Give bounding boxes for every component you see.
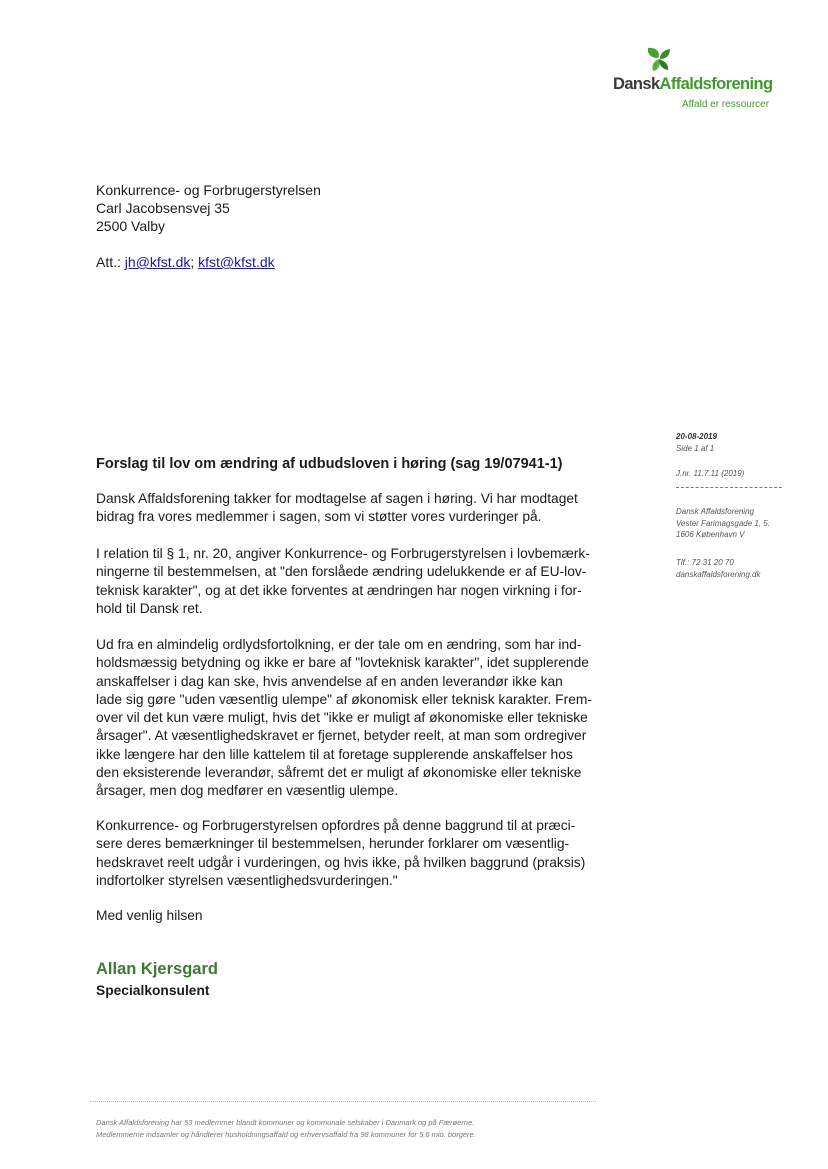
letter-date: 20-08-2019 (676, 432, 717, 441)
text-line: årsager, men dog medfører en væsentlig ulempe. (96, 783, 399, 799)
logo-name-part1: Dansk (613, 75, 660, 93)
sender-line: 1606 København V (676, 530, 745, 539)
logo-tagline: Affald er ressourcer (682, 99, 770, 110)
text-line: over vil det kun være muligt, hvis det "ikke er muligt af økonomiske eller tekniske (96, 710, 588, 726)
attention-line (96, 254, 275, 270)
paragraph-3 (96, 636, 596, 801)
paragraph-2 (96, 545, 596, 618)
logo-name-part2: Affaldsforening (659, 75, 773, 93)
website: danskaffaldsforening.dk (676, 569, 761, 579)
footer-text (96, 1117, 476, 1141)
text-line: bidrag fra vores medlemmer i sagen, som vi støtter vores vurderinger på. (96, 509, 542, 525)
recipient-line: Carl Jacobsensvej 35 (96, 200, 230, 216)
text-line: Dansk Affaldsforening takker for modtagelse af sagen i høring. Vi har modtaget (96, 491, 578, 506)
text-line: teknisk karakter", og at det ikke forventes at ændringen har nogen virkning i for- (96, 582, 582, 598)
signature-name: Allan Kjersgard (96, 960, 218, 978)
phone-number: Tlf.: 72 31 20 70 (676, 558, 734, 567)
text-line: hold til Dansk ret. (96, 600, 203, 616)
text-line: hedskravet reelt udgår i vurderingen, og hvis ikke, på hvilken baggrund (praksis) (96, 854, 586, 870)
text-line: sere deres bemærkninger til bestemmelsen, herunder forklarer om væsentlig- (96, 836, 570, 852)
recipient-address (96, 181, 321, 235)
sidebar-divider (676, 487, 782, 488)
text-line: ningerne til bestemmelsen, at "den forslåede ændring udelukkende er af EU-lov- (96, 564, 587, 580)
recipient-line: 2500 Valby (96, 218, 166, 234)
leaf-logo-icon (644, 44, 674, 74)
sender-address (676, 506, 770, 541)
text-line: holdsmæssig betydning og ikke er bare af "lovteknisk karakter", idet supplerende (96, 655, 589, 671)
sender-line: Vester Farimagsgade 1, 5. (676, 518, 770, 528)
email-link-jh[interactable]: jh@kfst.dk (124, 254, 191, 270)
sender-line: Dansk Affaldsforening (676, 507, 754, 516)
text-line: I relation til § 1, nr. 20, angiver Konkurrence- og Forbrugerstyrelsen i lovbemærk- (96, 546, 590, 561)
organization-logo-name (613, 75, 772, 94)
signature-title: Specialkonsulent (96, 983, 210, 998)
letter-title: Forslag til lov om ændring af udbudsloven i høring (sag 19/07941-1) (96, 456, 563, 472)
sender-contact (676, 557, 761, 580)
journal-number: J.nr. 11.7.11 (2019) (676, 469, 745, 478)
closing-greeting: Med venlig hilsen (96, 908, 203, 923)
email-link-kfst[interactable]: kfst@kfst.dk (198, 254, 275, 270)
text-line: ikke længere har den lille kattelem til at foretage supplerende anskaffelser hos (96, 746, 573, 762)
footer-divider (90, 1101, 596, 1102)
sidebar-date-block (676, 431, 717, 454)
footer-line: Dansk Affaldsforening har 53 medlemmer blandt kommuner og kommunale selskaber i Danmark og på Færøerne. (96, 1118, 475, 1127)
text-line: indfortolker styrelsen væsentlighedsvurderingen." (96, 872, 398, 888)
email-separator: ; (190, 254, 195, 270)
text-line: lade sig gøre "uden væsentlig ulempe" af økonomisk eller teknisk karakter. Frem- (96, 691, 592, 707)
page-indicator: Side 1 af 1 (676, 443, 715, 453)
footer-line: Medlemmerne indsamler og håndterer husholdningsaffald og erhvervsaffald fra 98 kommuner for 5,6 mio. borgere. (96, 1130, 476, 1139)
paragraph-1 (96, 490, 596, 527)
text-line: Ud fra en almindelig ordlydsfortolkning, er der tale om en ændring, som har ind- (96, 637, 582, 652)
text-line: Konkurrence- og Forbrugerstyrelsen opfordres på denne baggrund til at præci- (96, 818, 576, 833)
attention-label: Att.: (96, 254, 121, 270)
paragraph-4 (96, 817, 596, 890)
text-line: den eksisterende leverandør, såfremt det er muligt af økonomiske eller tekniske (96, 765, 582, 781)
recipient-line: Konkurrence- og Forbrugerstyrelsen (96, 182, 321, 198)
text-line: årsager". At væsentlighedskravet er fjernet, betyder reelt, at man som ordregiver (96, 728, 587, 744)
text-line: anskaffelser i dag kan ske, hvis anvendelse af en anden leverandør ikke kan (96, 673, 563, 689)
